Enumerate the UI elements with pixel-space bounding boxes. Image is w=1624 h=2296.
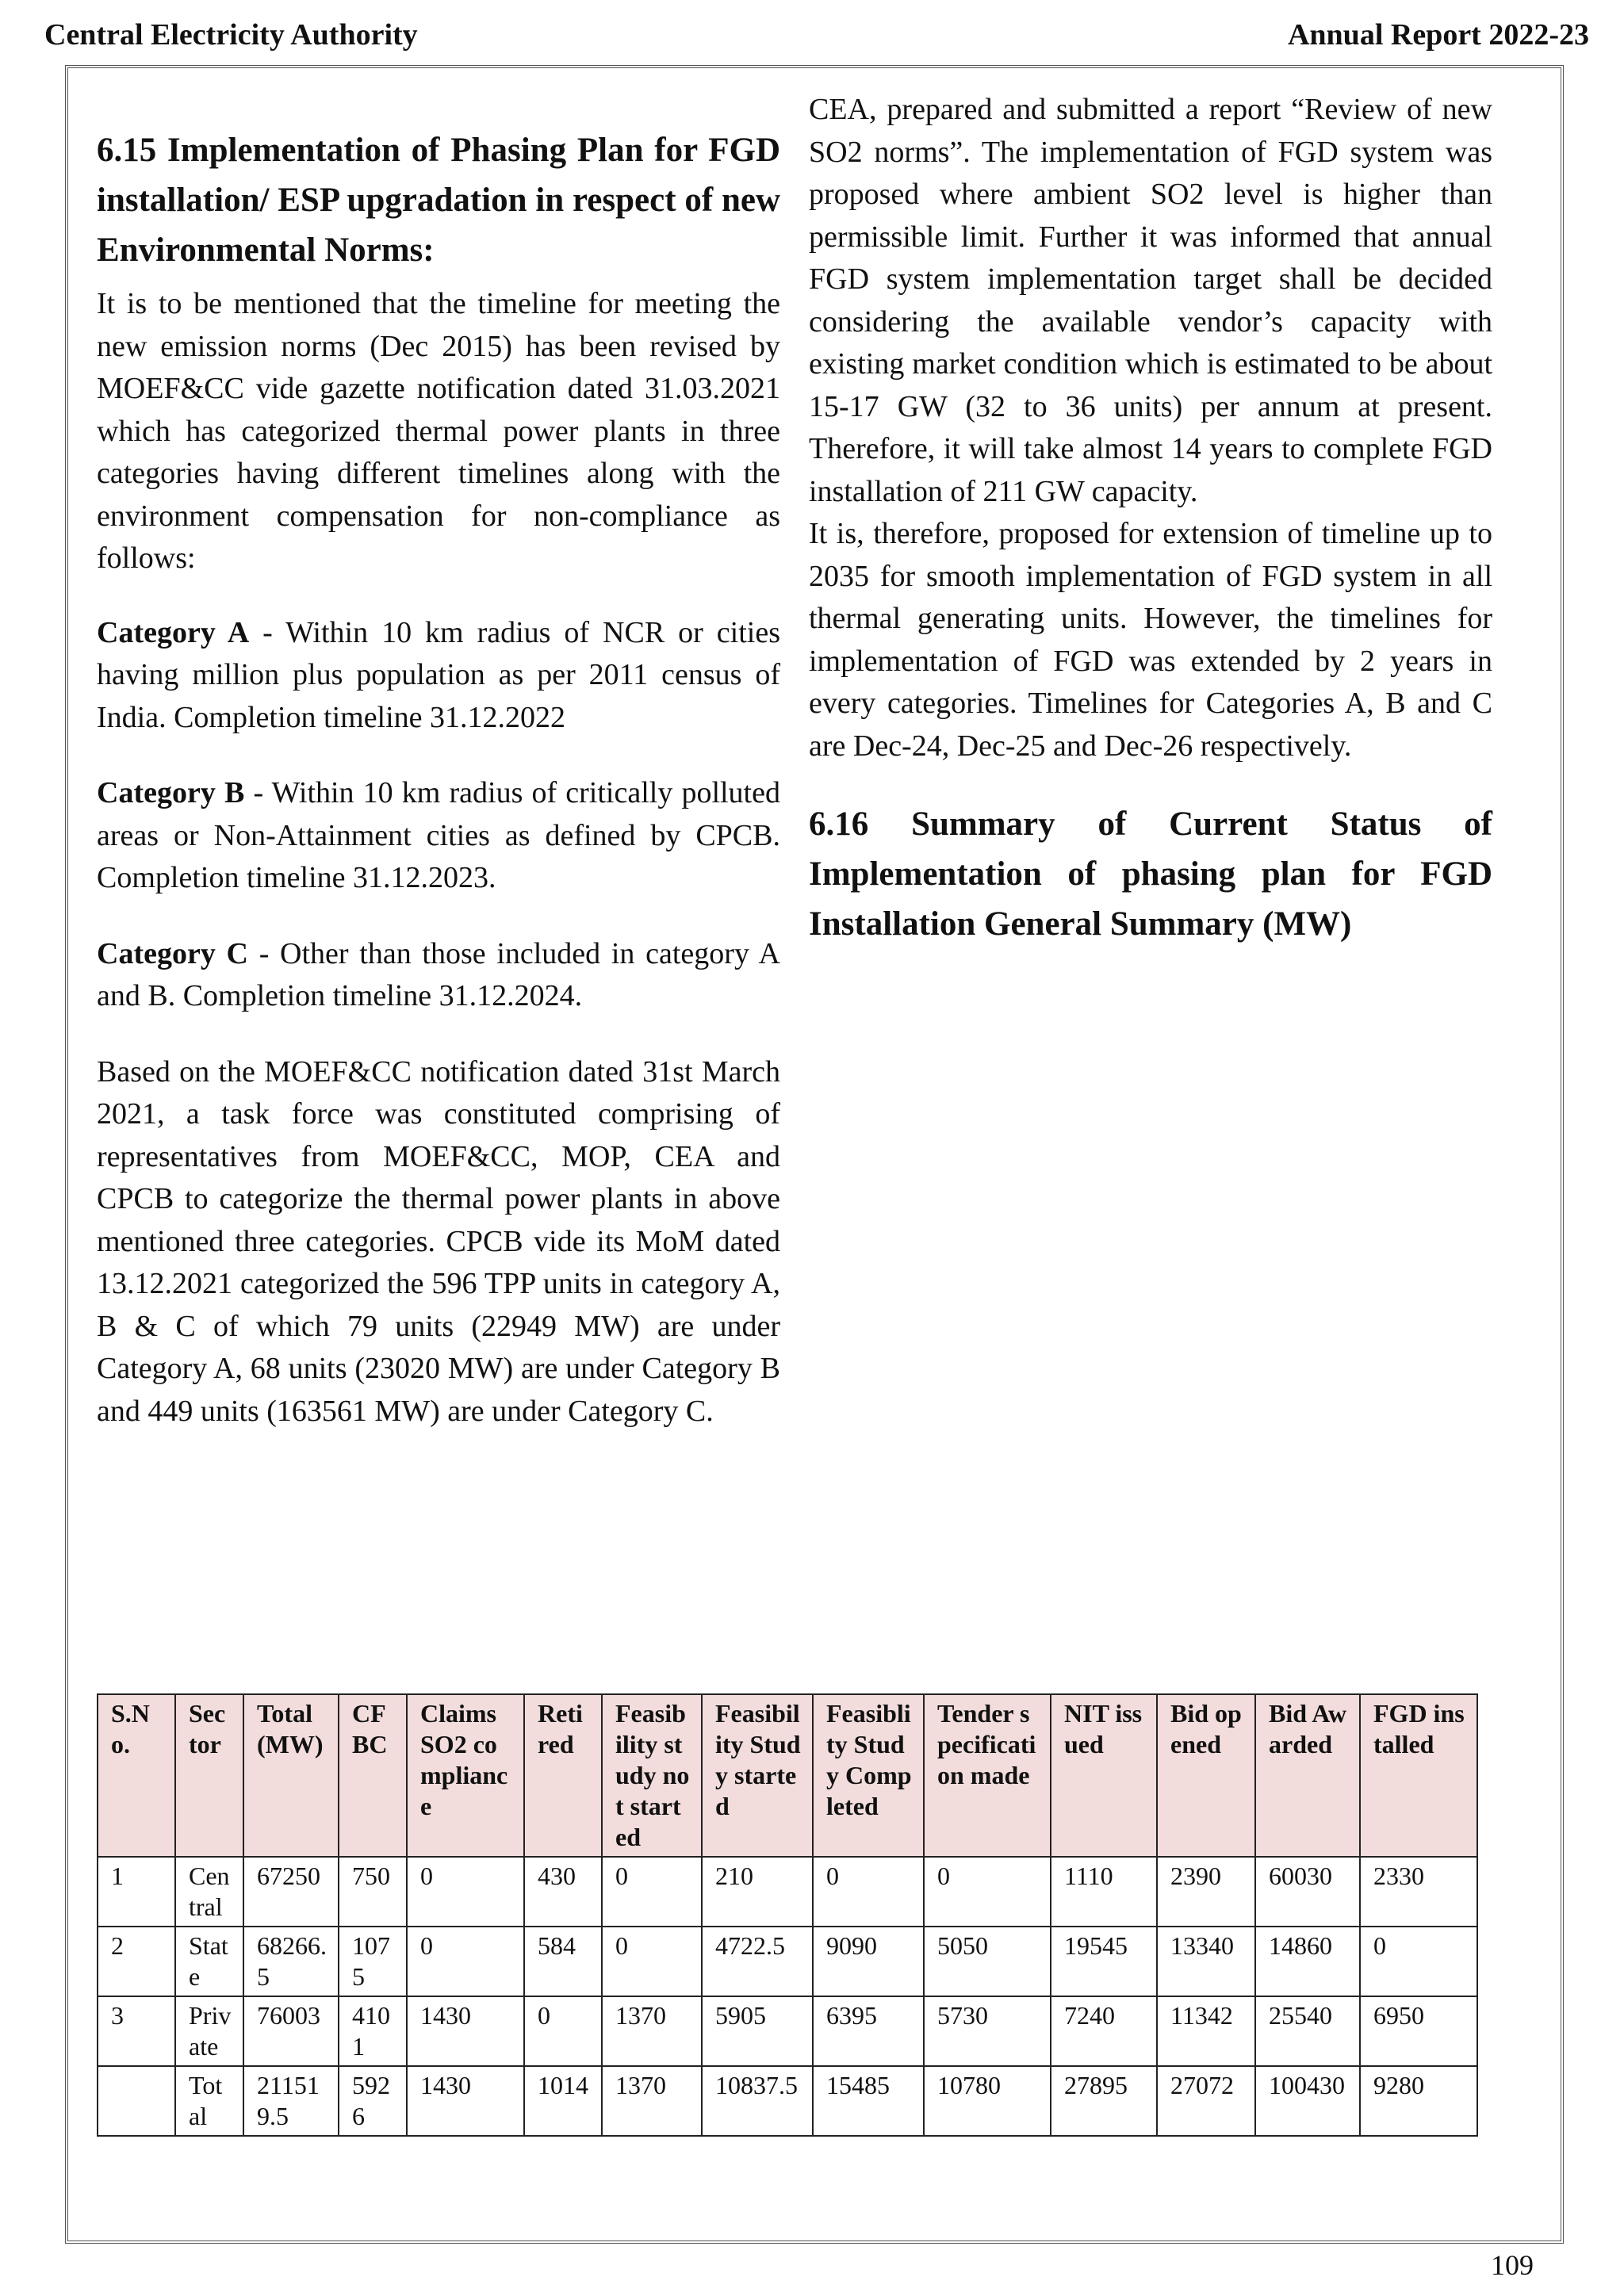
category-b-paragraph [97,772,780,900]
table-cell: 1430 [407,2066,524,2136]
review-report-paragraph: CEA, prepared and submitted a report “Review of new SO2 norms”. The implementation of FGD system was proposed where ambient SO2 level is higher than permissible limit. Further it was informed that annual FGD system implementation target shall be decided considering the available vendor’s capacity with existing market condition which is estimated to be about 15-17 GW (32 to 36 units) per annum at present. Therefore, it will take almost 14 years to complete FGD installation of 211 GW capacity. [809,93,1492,508]
table-cell: 1 [98,1857,175,1927]
table-cell: 60030 [1255,1857,1360,1927]
col-header-tender-spec: Tender specification made [924,1694,1051,1857]
table-cell: 4722.5 [702,1927,813,1996]
category-c-paragraph [97,933,780,1018]
col-header-claims-so2: Claims SO2 compliance [407,1694,524,1857]
col-header-feasibility-started: Feasibility Study started [702,1694,813,1857]
table-cell: 1430 [407,1996,524,2066]
table-cell: 9090 [813,1927,924,1996]
table-cell: Total [175,2066,243,2136]
table-cell: 211519.5 [243,2066,339,2136]
table-header-row [98,1694,1477,1857]
table-row [98,1857,1477,1927]
table-cell: 19545 [1051,1927,1157,1996]
table-cell: 0 [1360,1927,1477,1996]
table-cell: 0 [407,1927,524,1996]
col-header-fgd-installed: FGD installed [1360,1694,1477,1857]
table-cell: 5926 [339,2066,407,2136]
header-organization: Central Electricity Authority [44,18,418,52]
task-force-paragraph: Based on the MOEF&CC notification dated 31st March 2021, a task force was constituted comprising of representatives from MOEF&CC, MOP, CEA and CPCB to categorize the thermal power plants in above mentioned three categories. CPCB vide its MoM dated 13.12.2021 categorized the 596 TPP units in category A, B & C of which 79 units (22949 MW) are under Category A, 68 units (23020 MW) are under Category B and 449 units (163561 MW) are under Category C. [97,1054,780,1428]
table-cell: 5905 [702,1996,813,2066]
col-header-sno: S.No. [98,1694,175,1857]
table-cell: 67250 [243,1857,339,1927]
table-cell: 68266.5 [243,1927,339,1996]
table-cell: 1075 [339,1927,407,1996]
category-b-text: - Within 10 km radius of critically polluted areas or Non-Attainment cities as defined by CPCB. Completion timeline 31.12.2023. [97,776,780,894]
section-heading-6-16: 6.16 Summary of Current Status of Implementation of phasing plan for FGD Installation General Summary (MW) [809,806,1492,943]
table-cell: 1370 [602,1996,702,2066]
col-header-feasibility-completed: Feasiblity Study Completed [813,1694,924,1857]
table-cell: 11342 [1157,1996,1255,2066]
table-cell: Private [175,1996,243,2066]
table-cell: Central [175,1857,243,1927]
table-cell: 2330 [1360,1857,1477,1927]
table-row-total [98,2066,1477,2136]
category-b-label: Category B [97,776,245,809]
table-cell: 584 [524,1927,602,1996]
table-row [98,1996,1477,2066]
table-cell: 2 [98,1927,175,1996]
table-cell: 13340 [1157,1927,1255,1996]
table-cell: 1110 [1051,1857,1157,1927]
col-header-bid-opened: Bid opened [1157,1694,1255,1857]
table-cell: 430 [524,1857,602,1927]
table-cell: 10780 [924,2066,1051,2136]
table-cell: 0 [407,1857,524,1927]
table-cell: 5730 [924,1996,1051,2066]
table-cell: 3 [98,1996,175,2066]
table-cell: 76003 [243,1996,339,2066]
table-cell: 0 [602,1927,702,1996]
table-cell: 0 [602,1857,702,1927]
table-cell: 1014 [524,2066,602,2136]
category-c-label: Category C [97,936,248,970]
intro-paragraph: It is to be mentioned that the timeline for meeting the new emission norms (Dec 2015) has been revised by MOEF&CC vide gazette notification dated 31.03.2021 which has categorized thermal power plants in three categories having different timelines along with the environment compensation for non-compliance as follows: [97,287,780,575]
fgd-summary-table [97,1693,1478,2137]
page-number: 109 [1491,2249,1534,2281]
table-cell: 15485 [813,2066,924,2136]
table-cell: 100430 [1255,2066,1360,2136]
table-cell [98,2066,175,2136]
col-header-nit-issued: NIT issued [1051,1694,1157,1857]
category-c-text: - Other than those included in category A and B. Completion timeline 31.12.2024. [97,936,780,1012]
col-header-feasibility-not-started: Feasibility study not started [602,1694,702,1857]
left-column [97,125,780,1433]
category-a-paragraph [97,612,780,740]
table-cell: 25540 [1255,1996,1360,2066]
col-header-sector: Sector [175,1694,243,1857]
table-cell: 27072 [1157,2066,1255,2136]
table-cell: 6395 [813,1996,924,2066]
table-row [98,1927,1477,1996]
category-a-text: - Within 10 km radius of NCR or cities having million plus population as per 2011 census of India. Completion timeline 31.12.2022 [97,615,780,734]
table-cell: 1370 [602,2066,702,2136]
table-cell: 750 [339,1857,407,1927]
right-column [809,89,1492,949]
table-cell: 0 [813,1857,924,1927]
col-header-total: Total (MW) [243,1694,339,1857]
col-header-retired: Retired [524,1694,602,1857]
table-cell: 210 [702,1857,813,1927]
header-report-title: Annual Report 2022-23 [1287,18,1589,52]
table-cell: 27895 [1051,2066,1157,2136]
table-cell: 10837.5 [702,2066,813,2136]
table-cell: 7240 [1051,1996,1157,2066]
col-header-bid-awarded: Bid Awarded [1255,1694,1360,1857]
table-cell: 4101 [339,1996,407,2066]
table-cell: 0 [524,1996,602,2066]
table-cell: State [175,1927,243,1996]
table-cell: 0 [924,1857,1051,1927]
timeline-extension-paragraph: It is, therefore, proposed for extension of timeline up to 2035 for smooth implementation of FGD system in all thermal generating units. However, the timelines for implementation of FGD was extended by 2 years in every categories. Timelines for Categories A, B and C are Dec-24, Dec-25 and Dec-26 respectively. [809,517,1492,763]
table-cell: 5050 [924,1927,1051,1996]
category-a-label: Category A [97,615,250,649]
table-cell: 9280 [1360,2066,1477,2136]
col-header-cfbc: CFBC [339,1694,407,1857]
table-cell: 2390 [1157,1857,1255,1927]
table-cell: 14860 [1255,1927,1360,1996]
table-cell: 6950 [1360,1996,1477,2066]
section-heading-6-15: 6.15 Implementation of Phasing Plan for FGD installation/ ESP upgradation in respect of new Environmental Norms: [97,132,780,269]
